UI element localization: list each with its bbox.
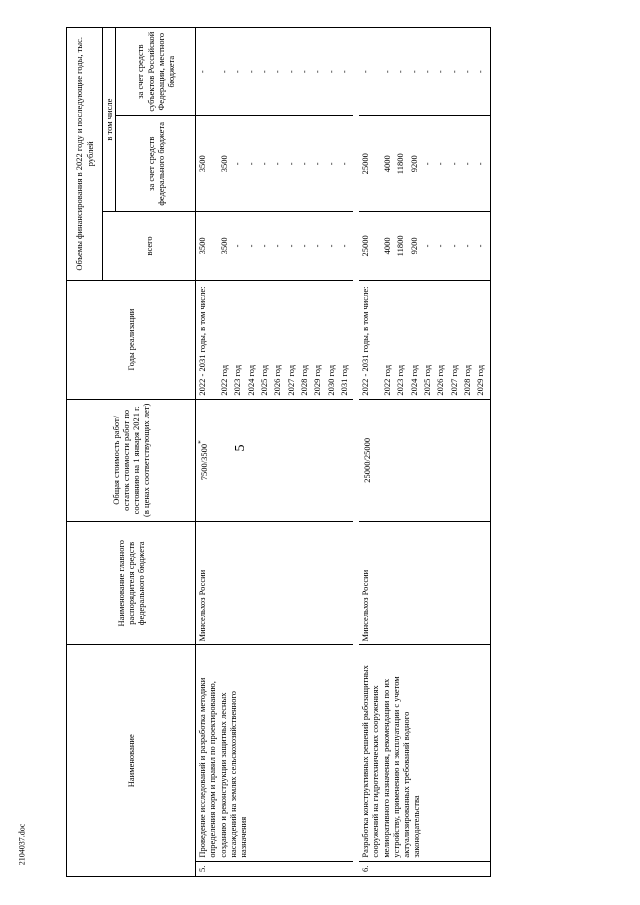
- header-regional: за счет средств субъектов Российской Федерации, местного бюджета: [116, 28, 196, 116]
- row-number: 6.: [359, 861, 490, 876]
- cell-line: -: [312, 244, 323, 248]
- cell-line: -: [475, 244, 486, 248]
- cell-line: -: [259, 70, 270, 74]
- cell-line: -: [298, 244, 309, 248]
- cell-line: -: [232, 244, 243, 248]
- cell-line: 2026 год: [435, 364, 446, 396]
- cell-line: -: [259, 244, 270, 248]
- cell-line: 2027 год: [285, 364, 296, 396]
- cell-line: -: [245, 244, 256, 248]
- cell-line: -: [448, 244, 459, 248]
- row-years: [359, 280, 490, 399]
- cell-line: 4000: [382, 237, 393, 255]
- cell-line: 3500: [219, 155, 230, 173]
- cell-line: -: [197, 70, 208, 74]
- cell-line: 3500: [197, 237, 208, 255]
- cell-line: -: [272, 244, 283, 248]
- page-number: 5: [233, 444, 248, 452]
- rotated-page: [66, 27, 640, 877]
- cell-line: -: [272, 162, 283, 166]
- cell-line: 25000: [360, 235, 371, 257]
- cell-line: -: [312, 162, 323, 166]
- cell-line: -: [298, 162, 309, 166]
- cell-line: -: [422, 162, 433, 166]
- row-number: 5.: [196, 861, 353, 876]
- row-cost: [196, 399, 353, 521]
- cell-line: 2027 год: [448, 364, 459, 396]
- row-distributor: Минсельхоз России: [196, 522, 353, 645]
- cell-line: 2022 - 2031 годы, в том числе:: [197, 286, 208, 396]
- cell-line: -: [448, 162, 459, 166]
- cell-line: -: [422, 70, 433, 74]
- funding-table: [66, 27, 491, 877]
- cell-line: -: [232, 162, 243, 166]
- header-years: Годы реализации: [67, 280, 196, 399]
- cell-line: -: [298, 70, 309, 74]
- cell-line: 11800: [395, 235, 406, 257]
- cell-line: -: [338, 70, 349, 74]
- cell-line: 2028 год: [298, 364, 309, 396]
- cell-line: -: [325, 244, 336, 248]
- cell-line: -: [382, 70, 393, 74]
- row-federal: [196, 116, 353, 212]
- cell-line: -: [245, 70, 256, 74]
- header-incl: в том числе: [103, 28, 116, 212]
- cell-line: 2031 год: [338, 364, 349, 396]
- cell-line: 2022 год: [382, 364, 393, 396]
- cell-line: -: [312, 70, 323, 74]
- cell-line: 2024 год: [245, 364, 256, 396]
- row-name: Разработка конструктивных решений рыбозащитных сооружений на гидротехнических сооружениях мелиоративного назначения, рекомендации по их устройству, применению и эксплуатации с учетом актуализированных требований водного законодательства: [359, 645, 490, 861]
- header-total-cost: Общая стоимость работ/остаток стоимости работ по состоянию на 1 января 2021 г. (в ценах соответствующих лет): [67, 399, 196, 521]
- row-total: [359, 212, 490, 280]
- cell-line: -: [285, 70, 296, 74]
- cell-line: -: [245, 162, 256, 166]
- cell-line: -: [461, 162, 472, 166]
- row-cost: [359, 399, 490, 521]
- row-cost-footnote-mark: *: [197, 440, 206, 444]
- cell-line: 2029 год: [312, 364, 323, 396]
- table-row: [359, 28, 490, 877]
- cell-line: -: [232, 70, 243, 74]
- cell-line: -: [285, 162, 296, 166]
- cell-line: -: [395, 70, 406, 74]
- cell-line: -: [475, 70, 486, 74]
- cell-line: 2025 год: [259, 364, 270, 396]
- cell-line: 4000: [382, 155, 393, 173]
- row-federal: [359, 116, 490, 212]
- header-federal: за счет средств федерального бюджета: [116, 116, 196, 212]
- cell-line: 2025 год: [422, 364, 433, 396]
- row-total: [196, 212, 353, 280]
- cell-line: -: [219, 70, 230, 74]
- cell-line: 11800: [395, 153, 406, 175]
- cell-line: -: [285, 244, 296, 248]
- cell-line: -: [448, 70, 459, 74]
- cell-line: -: [475, 162, 486, 166]
- cell-line: 2023 год: [232, 364, 243, 396]
- cell-line: -: [422, 244, 433, 248]
- cell-line: -: [338, 162, 349, 166]
- cell-line: -: [338, 244, 349, 248]
- document-id: 2104037.doc: [17, 823, 27, 866]
- cell-line: 9200: [408, 155, 419, 173]
- cell-line: -: [325, 162, 336, 166]
- cell-line: 3500: [197, 155, 208, 173]
- cell-line: 2029 год: [475, 364, 486, 396]
- cell-line: 2022 год: [219, 364, 230, 396]
- header-total: всего: [103, 212, 196, 280]
- cell-line: -: [272, 70, 283, 74]
- cell-line: 25000: [360, 153, 371, 175]
- cell-line: -: [435, 70, 446, 74]
- cell-line: 9200: [408, 237, 419, 255]
- header-name: Наименование: [67, 645, 196, 877]
- cell-line: -: [461, 70, 472, 74]
- cell-line: -: [259, 162, 270, 166]
- cell-line: 2024 год: [408, 364, 419, 396]
- row-cost-value: 25000/25000: [361, 437, 372, 483]
- cell-line: 2030 год: [325, 364, 336, 396]
- cell-line: -: [408, 70, 419, 74]
- header-funding: Объемы финансирования в 2022 году и последующие годы, тыс. рублей: [67, 28, 103, 281]
- row-name: Проведение исследований и разработка методики определения норм и правил по проектированию, созданию и реконструкции защитных лесных насаждений на землях сельскохозяйственного назначения: [196, 645, 353, 861]
- row-years: [196, 280, 353, 399]
- row-cost-value: 7500/3500: [199, 443, 210, 481]
- cell-line: 2026 год: [272, 364, 283, 396]
- cell-line: -: [435, 244, 446, 248]
- row-regional: [196, 28, 353, 116]
- cell-line: -: [360, 70, 371, 74]
- cell-line: 3500: [219, 237, 230, 255]
- cell-line: 2028 год: [461, 364, 472, 396]
- row-regional: [359, 28, 490, 116]
- cell-line: 2023 год: [395, 364, 406, 396]
- cell-line: 2022 - 2031 годы, в том числе:: [360, 286, 371, 396]
- cell-line: -: [461, 244, 472, 248]
- header-distributor: Наименование главного распорядителя средств федерального бюджета: [67, 522, 196, 645]
- table-row: [196, 28, 353, 877]
- cell-line: -: [325, 70, 336, 74]
- cell-line: -: [435, 162, 446, 166]
- row-distributor: Минсельхоз России: [359, 522, 490, 645]
